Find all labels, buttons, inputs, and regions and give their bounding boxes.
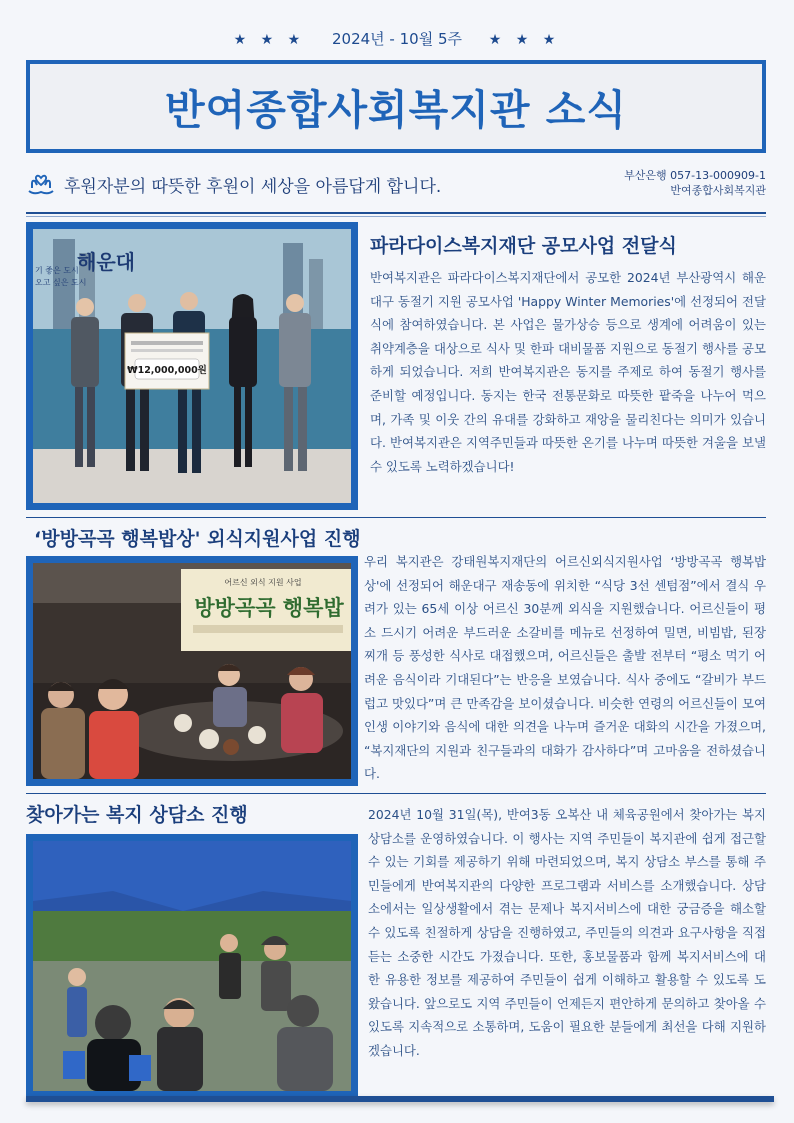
photo-slogan-1: 기 좋은 도시 [35,266,79,275]
newsletter-title-box [26,60,766,153]
section3-photo-frame [26,834,358,1098]
bank-info [624,168,766,198]
photo-slogan-2: 오고 싶은 도시 [35,278,87,287]
person [219,934,241,999]
section2-title: ‘방방곡곡 행복밥상' 외식지원사업 진행 [34,528,361,550]
section3-title: 찾아가는 복지 상담소 진행 [26,804,248,826]
helping-hands-icon [26,174,56,196]
donation-slogan [26,172,441,197]
section1-title: 파라다이스복지재단 공모사업 전달식 [370,235,677,257]
photo-banner-small: 어르신 외식 지원 사업 [224,578,302,587]
section3-body: 2024년 10월 31일(목), 반여3동 오복산 내 체육공원에서 찾아가는 복지상담소를 운영하였습니다. 이 행사는 지역 주민들이 복지관에 쉽게 접근할 수 있는 기회를 제공하기 위해 마련되었으며, 복지 상담소 부스를 통해 주민들에게 반여복지관의 다양한 프로그램과 서비스를 소개했습니다. 상담소에서는 일상생활에서 겪는 문제나 복지서비스에 대한 궁금증을 해소할 수 있도록 친절하게 상담을 진행하였고, 주민들의 의견과 요구사항을 직접 듣는 소중한 시간도 가졌습니다. 또한, 홍보물품과 함께 복지서비스에 대한 유용한 정보를 제공하여 주민들이 쉽게 이해하고 활용할 수 있도록 도왔습니다. 앞으로도 지역 주민들이 언제든지 편안하게 문의하고 찾아올 수 있도록 지속적으로 소통하며, 도움이 필요한 분들에게 최선을 다해 지원하겠습니다. [368,807,766,1058]
donation-info [26,168,766,208]
issue-header [0,28,794,49]
section2-photo-frame [26,556,358,786]
award-ceremony-photo [33,229,351,503]
section1-photo-frame [26,222,358,510]
divider [26,517,766,518]
issue-week: 2024년 - 10월 5주 [332,30,462,48]
account-holder: 반여종합사회복지관 [670,184,766,197]
donation-slogan-text: 후원자분의 따뜻한 후원이 세상을 아름답게 합니다. [64,177,442,197]
divider [26,212,766,214]
divider [26,216,766,217]
photo-board-amount: ₩12,000,000원 [127,365,207,376]
bank-account: 부산은행 057-13-000909-1 [624,169,766,182]
photo-banner-text: 방방곡곡 행복밥 [194,596,344,620]
outreach-counseling-photo [33,841,351,1091]
footer-bar [26,1096,774,1102]
section2-body: 우리 복지관은 강태원복지재단의 어르신외식지원사업 ‘방방곡곡 행복밥상'에 선정되어 해운대구 재송동에 위치한 “식당 3선 센텀점”에서 결식 우려가 있는 65세 이상 어르신 30분께 외식을 지원했습니다. 어르신들이 평소 드시기 어려운 부드러운 소갈비를 메뉴로 선정하여 밀면, 비빔밥, 된장찌개 등 풍성한 식사로 대접했으며, 어르신들은 출발 전부터 “평소 먹기 어려운 음식이라 기대된다”는 반응을 보였습니다. 식사 중에도 “갈비가 부드럽고 맛있다”며 큰 만족감을 보이셨습니다. 비슷한 연령의 어르신들이 모여 인생 이야기와 음식에 대한 의견을 나누며 즐거운 대화의 시간을 가졌으며, “복지재단의 지원과 친구들과의 대화가 감사하다”며 고마움을 전하셨습니다. [364,554,766,782]
newsletter-title: 반여종합사회복지관 소식 [165,86,627,134]
photo-banner-text: 해운대 [77,250,135,274]
section1-body: 반여복지관은 파라다이스복지재단에서 공모한 2024년 부산광역시 해운대구 동절기 지원 공모사업 'Happy Winter Memories'에 선정되어 전달식에 참여하였습니다. 본 사업은 물가상승 등으로 생계에 어려움이 있는 취약계층을 대상으로 식사 및 한파 대비물품 지원으로 동절기 행사를 공모하게 되었습니다. 저희 반여복지관은 동지를 주제로 하여 동절기 행사를 준비할 예정입니다. 동지는 한국 전통문화로 따뜻한 팥죽을 나누어 먹으며, 가족 및 이웃 간의 유대를 강화하고 재앙을 물리친다는 의미가 있습니다. 반여복지관은 지역주민들과 따뜻한 온기를 나누며 따뜻한 겨울을 보낼 수 있도록 노력하겠습니다! [370,270,766,474]
star-decoration-right: ★ ★ ★ [488,32,561,48]
star-decoration-left: ★ ★ ★ [233,32,306,48]
senior-meal-photo [33,563,351,779]
person [67,968,87,1037]
divider [26,793,766,794]
